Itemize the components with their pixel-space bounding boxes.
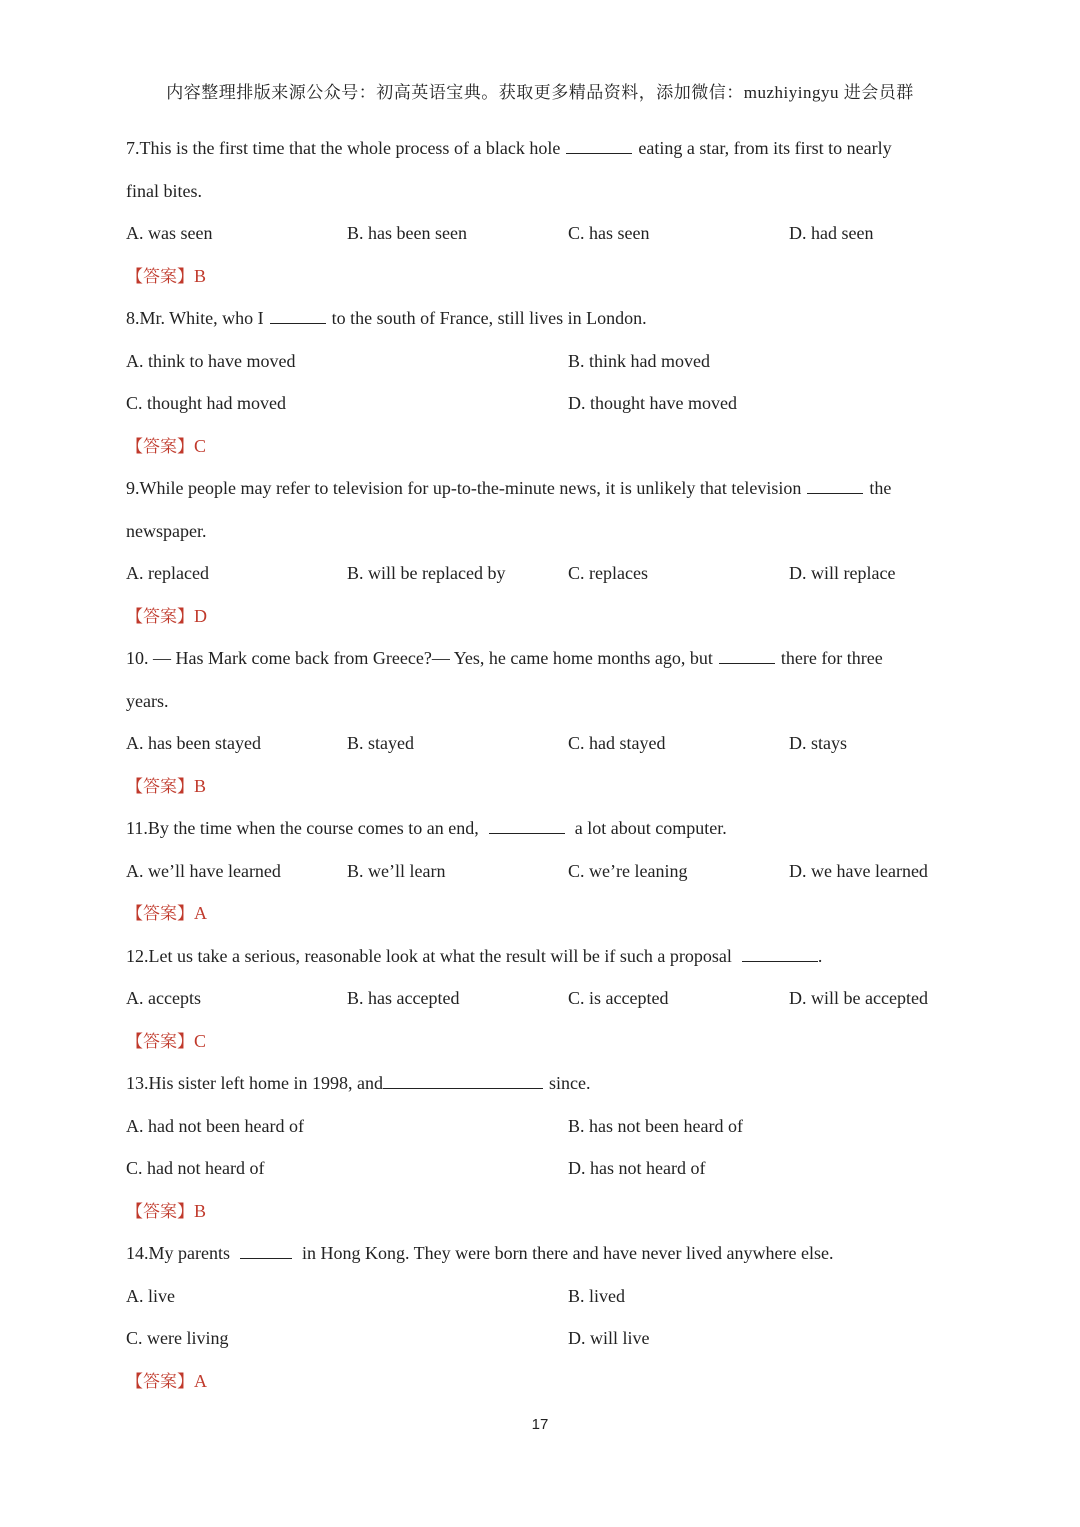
answer-label: 【答案】	[126, 904, 194, 924]
option-b: B. think had moved	[568, 350, 710, 371]
answer-blank	[240, 1236, 292, 1259]
option-a: A. replaced	[126, 563, 209, 583]
option-d: D. will be accepted	[789, 988, 928, 1008]
option-d: D. will live	[568, 1328, 650, 1348]
option-d: D. stays	[789, 733, 847, 753]
option-row	[126, 1107, 966, 1150]
question-text: Mr. White, who I	[139, 308, 264, 328]
answer-label: 【答案】	[126, 606, 194, 627]
question-stem	[126, 1064, 966, 1107]
question-number: 13.	[126, 1073, 149, 1093]
answer-line	[126, 1192, 966, 1235]
answer-blank	[270, 301, 326, 324]
question-stem	[126, 469, 966, 512]
question-text: eating a star, from its first to nearly	[638, 138, 892, 158]
answer-value: B	[194, 265, 207, 286]
option-row	[126, 342, 966, 385]
answer-value: B	[194, 775, 207, 796]
answer-line	[126, 597, 966, 640]
question-list	[126, 129, 966, 1404]
answer-line	[126, 1022, 966, 1065]
question-13	[126, 1064, 966, 1234]
question-stem	[126, 1234, 966, 1277]
option-d: D. has not heard of	[568, 1158, 706, 1178]
page-number: 17	[531, 1416, 549, 1433]
option-row	[126, 1277, 966, 1320]
option-a: A. accepts	[126, 988, 201, 1008]
option-b: B. we’ll learn	[347, 860, 446, 881]
option-row	[126, 852, 966, 895]
option-a: A. has been stayed	[126, 733, 261, 753]
question-text: .	[817, 945, 823, 966]
question-text: His sister left home in 1998, and	[148, 1073, 383, 1093]
answer-blank	[807, 471, 863, 494]
option-row	[126, 1319, 966, 1362]
answer-blank	[719, 641, 775, 664]
question-14	[126, 1234, 966, 1404]
answer-value: A	[194, 903, 207, 923]
question-text: Let us take a serious, reasonable look at what the result will be if such a proposal	[148, 945, 732, 966]
question-text: to the south of France, still lives in London.	[331, 308, 647, 328]
question-text: — Has Mark come back from Greece?— Yes, he came home months ago, but	[153, 648, 713, 668]
answer-blank	[489, 811, 565, 834]
option-b: B. lived	[568, 1285, 625, 1306]
question-number: 7.	[126, 138, 140, 158]
option-b: B. has been seen	[347, 223, 467, 243]
option-d: D. had seen	[789, 223, 874, 243]
option-c: C. were living	[126, 1328, 229, 1348]
question-text: the	[869, 478, 892, 498]
option-b: B. stayed	[347, 733, 414, 753]
answer-line	[126, 894, 966, 937]
answer-label: 【答案】	[126, 266, 194, 287]
option-c: C. had not heard of	[126, 1158, 265, 1178]
option-row	[126, 1149, 966, 1192]
option-row	[126, 554, 966, 597]
option-row	[126, 214, 966, 257]
answer-blank	[383, 1066, 543, 1089]
question-10	[126, 639, 966, 809]
option-c: C. is accepted	[568, 988, 669, 1008]
answer-blank	[742, 939, 818, 962]
option-row	[126, 979, 966, 1022]
question-text: in Hong Kong. They were born there and have never lived anywhere else.	[301, 1243, 834, 1263]
question-text: This is the first time that the whole process of a black hole	[139, 138, 561, 158]
option-d: D. we have learned	[789, 860, 928, 881]
question-8	[126, 299, 966, 469]
option-c: C. we’re leaning	[568, 860, 688, 881]
answer-line	[126, 1362, 966, 1405]
question-number: 12.	[126, 945, 149, 966]
option-c: C. replaces	[568, 563, 648, 583]
answer-label: 【答案】	[126, 1031, 194, 1052]
option-row	[126, 724, 966, 767]
question-stem-continued: final bites.	[126, 180, 202, 201]
option-b: B. has accepted	[347, 988, 460, 1008]
answer-label: 【答案】	[126, 1201, 194, 1222]
question-text: since.	[548, 1073, 591, 1093]
option-c: C. thought had moved	[126, 393, 286, 413]
option-d: D. will replace	[789, 563, 896, 583]
question-stem	[126, 129, 966, 172]
question-stem-continued: years.	[126, 690, 169, 711]
answer-value: C	[194, 435, 207, 456]
answer-line	[126, 257, 966, 300]
question-text: By the time when the course comes to an end,	[147, 818, 479, 838]
question-number: 11.	[126, 818, 148, 838]
question-stem	[126, 809, 966, 852]
answer-label: 【答案】	[126, 1371, 194, 1392]
answer-value: C	[194, 1030, 207, 1051]
answer-label: 【答案】	[126, 436, 194, 457]
question-11	[126, 809, 966, 937]
option-a: A. live	[126, 1285, 175, 1306]
answer-value: B	[194, 1200, 207, 1221]
question-9	[126, 469, 966, 639]
option-a: A. we’ll have learned	[126, 860, 281, 881]
answer-value: A	[194, 1370, 207, 1391]
option-c: C. has seen	[568, 223, 650, 243]
question-text: My parents	[148, 1243, 230, 1263]
question-text: While people may refer to television for up-to-the-minute news, it is unlikely that television	[139, 478, 802, 498]
question-7	[126, 129, 966, 299]
question-stem	[126, 639, 966, 682]
option-c: C. had stayed	[568, 733, 666, 753]
page-header: 内容整理排版来源公众号：初高英语宝典。获取更多精品资料，添加微信：muzhiyingyu 进会员群	[166, 83, 914, 102]
question-number: 14.	[126, 1243, 149, 1263]
question-number: 10.	[126, 648, 153, 668]
question-number: 9.	[126, 478, 140, 498]
question-12	[126, 937, 966, 1065]
option-a: A. think to have moved	[126, 350, 296, 371]
option-b: B. has not been heard of	[568, 1115, 743, 1136]
answer-line	[126, 767, 966, 810]
question-text: there for three	[780, 648, 883, 668]
option-d: D. thought have moved	[568, 393, 737, 413]
question-stem-continued: newspaper.	[126, 520, 207, 541]
option-row	[126, 384, 966, 427]
option-a: A. had not been heard of	[126, 1115, 304, 1136]
option-b: B. will be replaced by	[347, 563, 506, 583]
question-text: a lot about computer.	[574, 818, 727, 838]
question-stem	[126, 299, 966, 342]
answer-label: 【答案】	[126, 776, 194, 797]
question-number: 8.	[126, 308, 140, 328]
option-a: A. was seen	[126, 223, 213, 243]
answer-blank	[566, 131, 632, 154]
answer-value: D	[194, 605, 207, 626]
question-stem	[126, 937, 966, 980]
answer-line	[126, 427, 966, 470]
